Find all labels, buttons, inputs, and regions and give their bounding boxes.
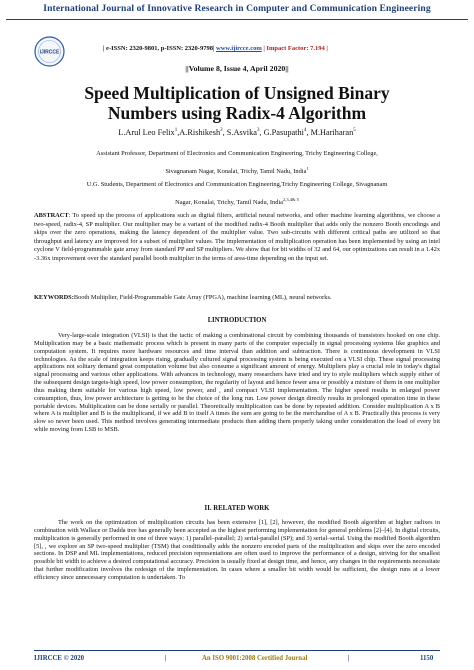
keywords-label: KEYWORDS: (34, 294, 74, 301)
affiliation-1-sup: 1 (306, 166, 309, 171)
author-sup: 4 (303, 128, 307, 134)
author-name: S.Asvika (226, 128, 257, 137)
footer-separator: | (348, 655, 350, 662)
author-sup: 1 (174, 128, 178, 134)
issn-text: | e-ISSN: 2320-9801, p-ISSN: 2320-9798| (103, 45, 217, 52)
author-name: L.Arul Leo Felix (118, 128, 175, 137)
abstract (34, 212, 440, 264)
paper-title (0, 83, 474, 123)
title-line-2: Numbers using Radix-4 Algorithm (107, 103, 367, 123)
section-heading-related-work: II. RELATED WORK (204, 505, 270, 512)
logo-text: IJIRCCE (39, 49, 60, 56)
keywords-text: Booth Multiplier, Field-Programmable Gate Array (FPGA), machine learning (ML), neural networks. (73, 294, 332, 301)
author-list: L.Arul Leo Felix$^1$,A.Rishikesh$^2$, S.Asvika$^3$, G.Pasupathi$^4$, M.Hariharan$^5$ (118, 128, 356, 137)
abstract-label: ABSTRACT (34, 212, 69, 219)
abstract-text: : To speed up the process of applications such as digital filters, artificial neural networks, and other machine learning algorithms, we choose a two-speed, radix-4, SP multiplier. Our multiplier may be a variant of the modified radix-4 Booth multiplier that adds only the nonzero Booth encodings and skips over the zero operations, making the latency dependent of the multiplier value. Two sub-circuits with different critical paths are utilized so that throughput and latency are improved for a subset of multiplier values. The implementation of multiplication operation has been implemented by using an intel cyclone V field-programmable gate array from standard PP and SP multipliers. We show that for bit widths of 32 and 64, our optimizations can result in a 1.42x -3.36x improvement over the standard parallel booth multiplier in the terms of area-time depending on the input set. (34, 212, 440, 262)
author-sup: 3 (256, 128, 260, 134)
affiliation-1-line-2: Sivagnanam Nagar, Konalai, Trichy, Tamil Nadu, India$^1$ (165, 166, 309, 176)
affiliation-1 (0, 146, 474, 179)
author-name: M.Hariharan (310, 128, 354, 137)
issn-line (103, 45, 328, 52)
author-name: A.Rishikesh (179, 128, 221, 137)
affiliation-1-line-1: Assistant Professor, Department of Electronics and Communication Engineering, Trichy Engineering College, (96, 150, 378, 157)
footer-copyright: IJIRCCE © 2020 (34, 655, 85, 662)
journal-name: International Journal of Innovative Research in Computer and Communication Engineering (43, 3, 431, 14)
author-sup: 2 (220, 128, 223, 134)
affiliation-2-line-2: Nagar, Konalai, Trichy, Tamil Nadu, India$^{2,3,4\& 5}$ (175, 197, 299, 207)
author-name: G.Pasupathi (263, 128, 304, 137)
volume-issue: ||Volume 8, Issue 4, April 2020|| (185, 64, 289, 73)
related-work-text: The work on the optimization of multiplication circuits has been extensive [1], [2], however, the modified Booth algorithm at higher radixes in combination with Wallace or Dadda tree has generally been accepted as the highest performing implementation for general problems [2]–[4]. In digital circuits, multiplication is generally performed in one of three ways: 1) parallel–parallel; 2) serial-parallel (SP); and 3) serial–serial. Using the modified Booth algorithm [5], , we explore an SP two-speed multiplier (TSM) that conditionally adds the nonzero encoded parts of the multiplication and skips over the zero encoded sections. In DSP and ML implementations, reduced precision representations are often used to improve the performance of a design, striving for the smallest possible bit width to achieve a desired computational accuracy. Precision is usually fixed at design time, and hence, any changes in the requirements necessitate that further modification involves the redesign of the implementation. In cases where a smaller bit width would be sufficient, the design runs at a lower efficiency since unnecessary computation is undertaken. To (34, 519, 440, 581)
footer-rule (34, 650, 440, 651)
section-heading-introduction: I.INTRODUCTION (207, 317, 267, 324)
page-number: 1150 (420, 655, 434, 662)
journal-website-link[interactable]: www.ijircce.com (216, 45, 262, 52)
journal-logo-icon (34, 36, 65, 67)
affiliation-2-line-1: U.G. Students, Department of Electronics and Communication Engineering,Trichy Engineering College, Sivagnanam (86, 181, 388, 188)
introduction-text: Very-large-scale integration (VLSI) is that the tactic of making a combinational circuit by combining thousands of transistors hooked on one chip. Multiplication may be a basic mathematic process which is present in many parts of the computer especially in signal processing systems like graphics and computation system. It requires more hardware resources and time interval than addition and subtraction. There is continuous development in VLSI technologies. As the scale of integration keeps rising, gradually cultured signal processing system is being executed on a VLSI chip. These signal processing applications not solitary demand great computation volume but also consume a significant amount of energy. Multipliers play a crucial role in today's digital signal processing and various other applications. With advances in technology, many researchers have tried and try to style multipliers which supply either of the subsequent design targets-high speed, low power consumption, the regularity of layout and hence fewer area or possibly a mixture of them in one multiplier thus making them suitable for various high speed, low power, and , and compact VLSI implementation. The higher speed results in enlarged power consumption, thus, low power architecture is getting to be the choice of the long run. Low power design directly results in prolonged operation time in these portable devices. Multiplication can be done serially or parallel. Theoretically multiplication can be done by repeated addition. Consider multiplication A x B where A is multiplier and B is the multiplicand, if we add B to itself A times the sum are going to be the merchandise of A x B. Practically this process is very slow so never been used. This method involves generating intermediate products then adding them properly taking under consideration the load of every bit while moving from LSB to MSB. (34, 332, 440, 434)
author-sup: 5 (353, 128, 356, 134)
footer-certification: An ISO 9001:2008 Certified Journal (202, 655, 308, 662)
keywords (34, 294, 440, 303)
footer-separator: | (165, 655, 167, 662)
affiliation-2 (0, 177, 474, 210)
affiliation-2-sup: 2,3,4& 5 (283, 197, 299, 202)
impact-factor: | Impact Factor: 7.194 | (261, 45, 328, 52)
title-line-1: Speed Multiplication of Unsigned Binary (84, 83, 390, 103)
header-rule (6, 19, 468, 20)
